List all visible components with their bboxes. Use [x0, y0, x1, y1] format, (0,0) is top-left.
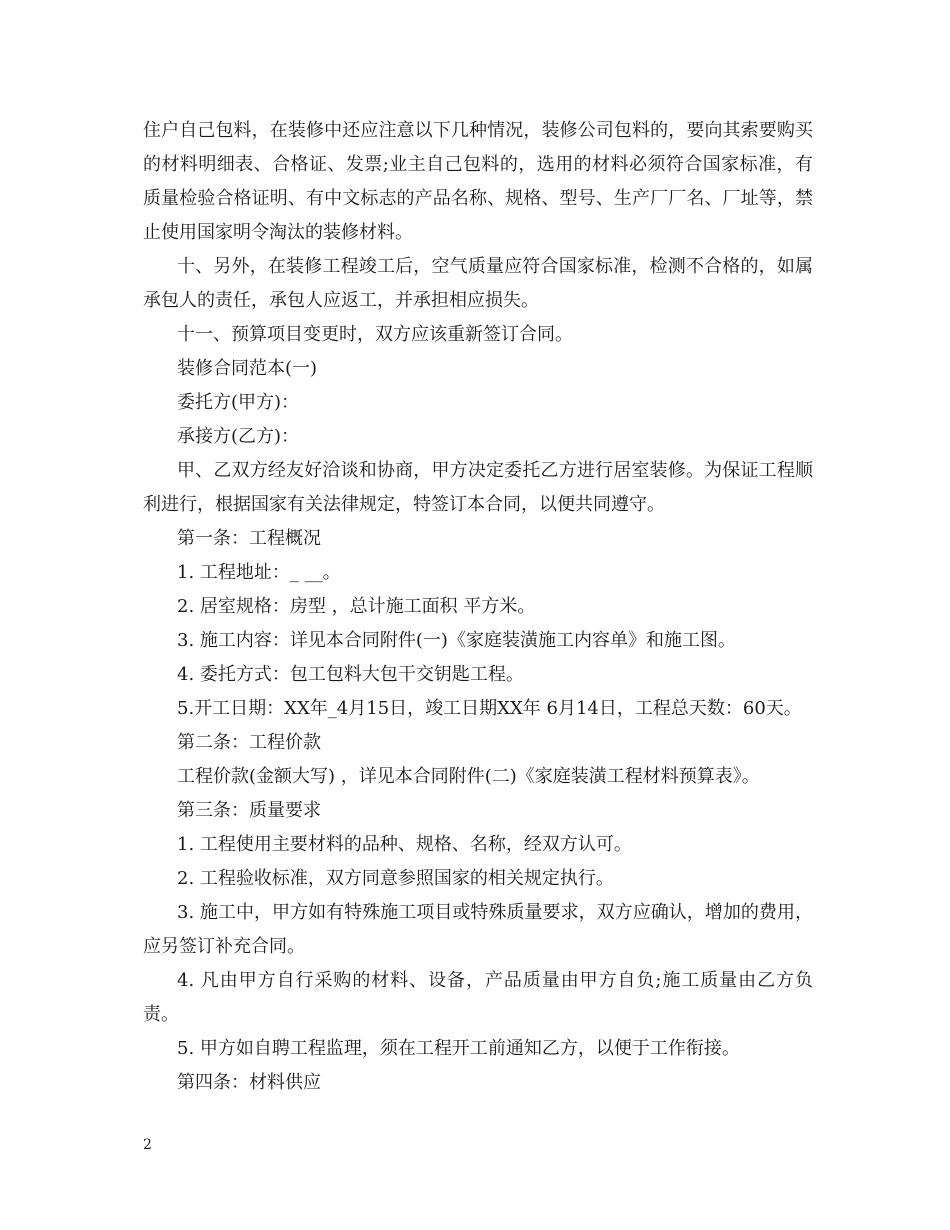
paragraph: 2. 居室规格：房型 ，总计施工面积 平方米。: [177, 596, 536, 617]
paragraph: 1. 工程地址：_ __。: [177, 562, 341, 583]
paragraph: 工程价款(金额大写) ，详见本合同附件(二)《家庭装潢工程材料预算表》。: [177, 766, 760, 787]
page-number: 2: [143, 1137, 152, 1153]
paragraph: 承接方(乙方)：: [177, 426, 300, 447]
paragraph: 住户自己包料，在装修中还应注意以下几种情况，装修公司包料的，要向其索要购买的材料明细表、合格证、发票;业主自己包料的，选用的材料必须符合国家标准，有质量检验合格证明、有中文标志的产品名称、规格、型号、生产厂厂名、厂址等，禁止使用国家明令淘汰的装修材料。: [143, 120, 813, 243]
paragraph: 3. 施工中，甲方如有特殊施工项目或特殊质量要求，双方应确认，增加的费用，应另签订补充合同。: [143, 902, 813, 957]
paragraph: 第一条：工程概况: [177, 528, 321, 549]
paragraph: 5.开工日期：XX年_4月15日，竣工日期XX年 6月14日，工程总天数：60天。: [177, 698, 802, 719]
paragraph: 十、另外，在装修工程竣工后，空气质量应符合国家标准，检测不合格的，如属承包人的责任，承包人应返工，并承担相应损失。: [143, 256, 813, 311]
paragraph: 第二条：工程价款: [177, 732, 321, 753]
document-body: [143, 114, 813, 1100]
paragraph: 十一、预算项目变更时，双方应该重新签订合同。: [177, 324, 573, 345]
paragraph: 装修合同范本(一): [177, 358, 318, 379]
paragraph: 委托方(甲方)：: [177, 392, 300, 413]
paragraph: 3. 施工内容：详见本合同附件(一)《家庭装潢施工内容单》和施工图。: [177, 630, 736, 651]
paragraph: 甲、乙双方经友好洽谈和协商，甲方决定委托乙方进行居室装修。为保证工程顺利进行，根据国家有关法律规定，特签订本合同，以便共同遵守。: [143, 460, 813, 515]
paragraph: 4. 委托方式：包工包料大包干交钥匙工程。: [177, 664, 524, 685]
paragraph: 1. 工程使用主要材料的品种、规格、名称，经双方认可。: [177, 834, 632, 855]
paragraph: 4. 凡由甲方自行采购的材料、设备，产品质量由甲方自负;施工质量由乙方负责。: [143, 970, 813, 1025]
paragraph: 2. 工程验收标准，双方同意参照国家的相关规定执行。: [177, 868, 614, 889]
paragraph: 5. 甲方如自聘工程监理，须在工程开工前通知乙方，以便于工作衔接。: [177, 1038, 740, 1059]
paragraph: 第三条：质量要求: [177, 800, 321, 821]
paragraph: 第四条：材料供应: [177, 1072, 321, 1093]
